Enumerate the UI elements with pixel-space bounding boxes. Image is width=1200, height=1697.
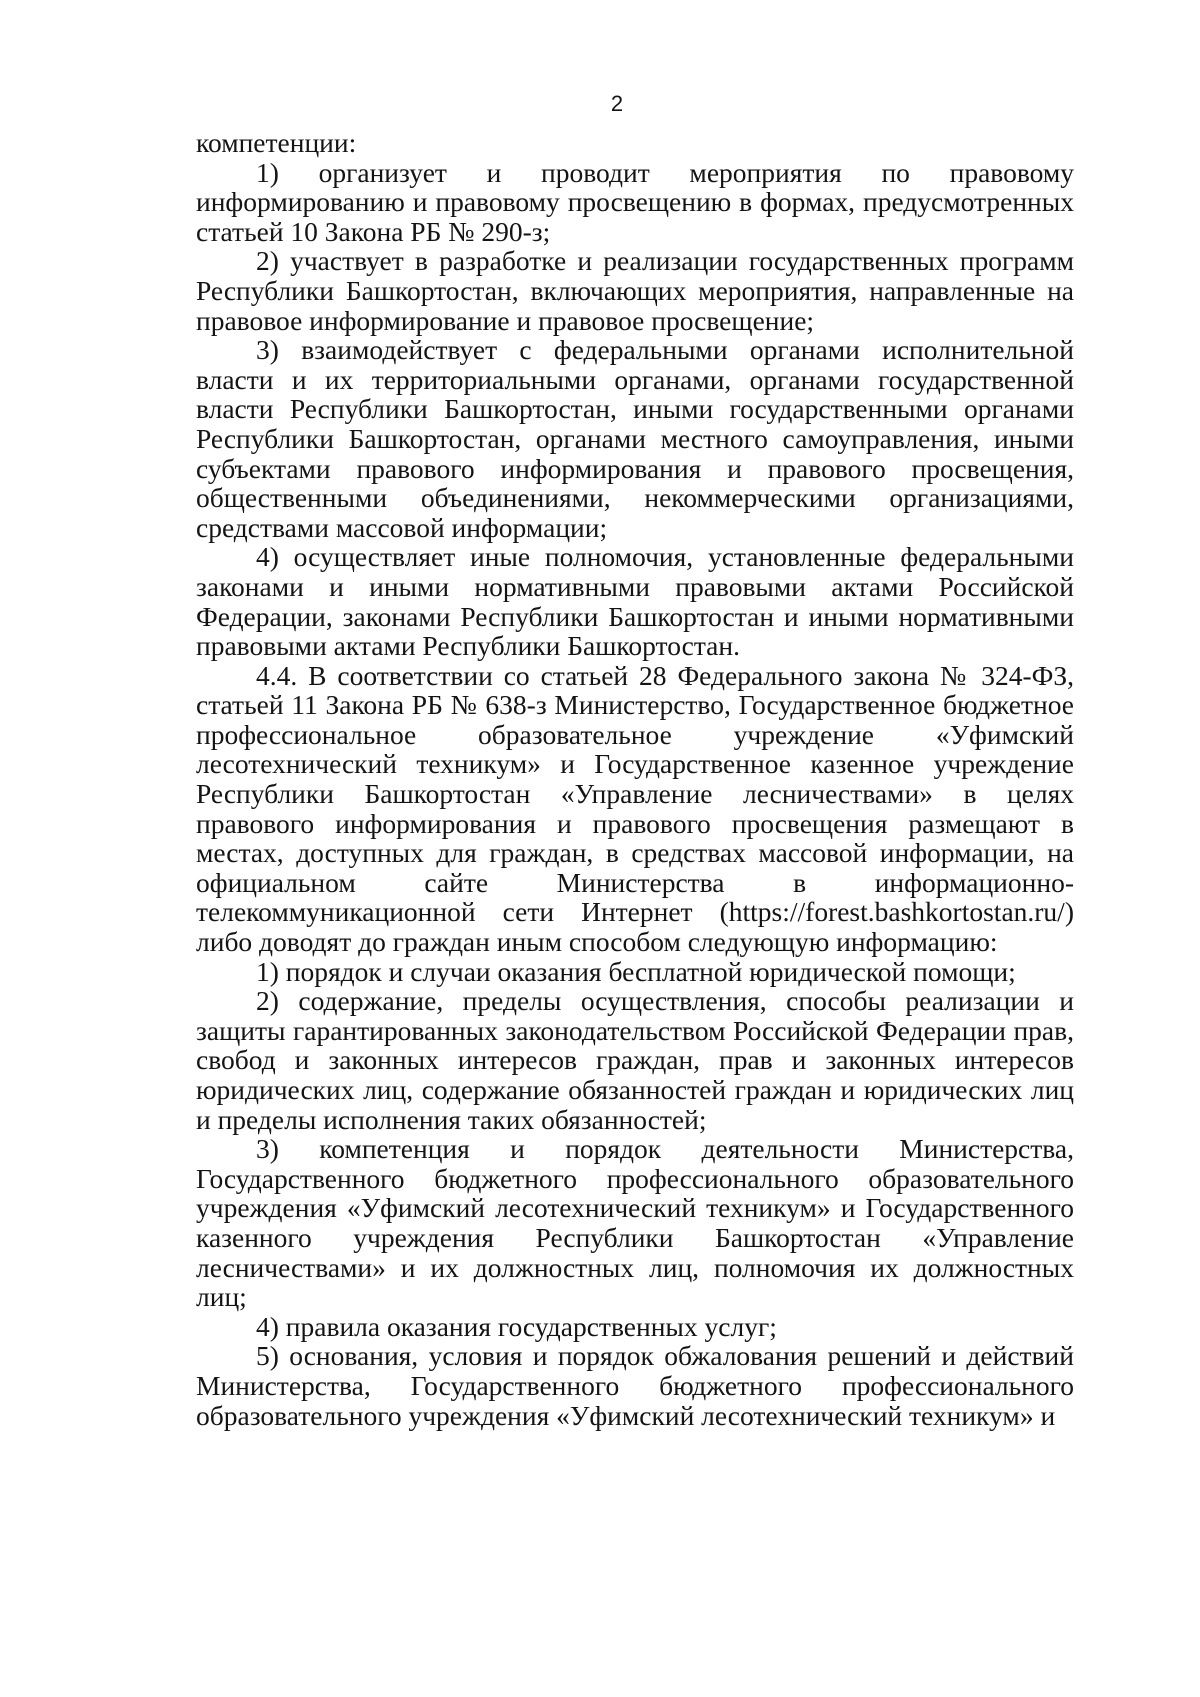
paragraph: компетенции: [196,127,357,158]
paragraph: 3) компетенция и порядок деятельности Министерства, Государственного бюджетного профессионального образовательного учреждения «Уфимский лесотехнический техникум» и Государственного казенного учреждения Республики Башкортостан «Управление лесничествами» и их должностных лиц, полномочия их должностных лиц; [196,1133,1074,1313]
paragraph: 4) правила оказания государственных услуг; [256,1310,777,1342]
paragraph: 1) организует и проводит мероприятия по правовому информированию и правовому просвещению в формах, предусмотренных статьей 10 Закона РБ № 290-з; [196,156,1074,247]
paragraph: 2) содержание, пределы осуществления, способы реализации и защиты гарантированных законодательством Российской Федерации прав, свобод и законных интересов граждан, прав и законных интересов юридических лиц, содержание обязанностей граждан и юридических лиц и пределы исполнения таких обязанностей; [196,985,1074,1135]
paragraph: 3) взаимодействует с федеральными органами исполнительной власти и их территориальными органами, органами государственной власти Республики Башкортостан, иными государственными органами Республики Башкортостан, органами местного самоуправления, иными субъектами правового информирования и правового просвещения, общественными объединениями, некоммерческими организациями, средствами массовой информации; [196,334,1074,543]
paragraph: 4) осуществляет иные полномочия, установленные федеральными законами и иными нормативными правовыми актами Российской Федерации, законами Республики Башкортостан и иными нормативными правовыми актами Республики Башкортостан. [196,541,1074,662]
paragraph: 5) основания, условия и порядок обжалования решений и действий Министерства, Государственного бюджетного профессионального образовательного учреждения «Уфимский лесотехнический техникум» и [196,1340,1074,1431]
paragraph: 1) порядок и случаи оказания бесплатной юридической помощи; [256,955,1016,987]
page-number: 2 [610,91,624,116]
paragraph: 2) участвует в разработке и реализации государственных программ Республики Башкортостан, включающих мероприятия, направленные на правовое информирование и правовое просвещение; [196,245,1074,336]
paragraph: 4.4. В соответствии со статьей 28 Федерального закона № 324-ФЗ, статьей 11 Закона РБ № 638-з Министерство, Государственное бюджетное профессиональное образовательное учреждение «Уфимский лесотехнический техникум» и Государственное казенное учреждение Республики Башкортостан «Управление лесничествами» в целях правового информирования и правового просвещения размещают в местах, доступных для граждан, в средствах массовой информации, на официальном сайте Министерства в информационно-телекоммуникационной сети Интернет (https://forest.bashkortostan.ru/) либо доводят до граждан иным способом следующую информацию: [196,659,1074,958]
document-body [196,128,1074,1430]
